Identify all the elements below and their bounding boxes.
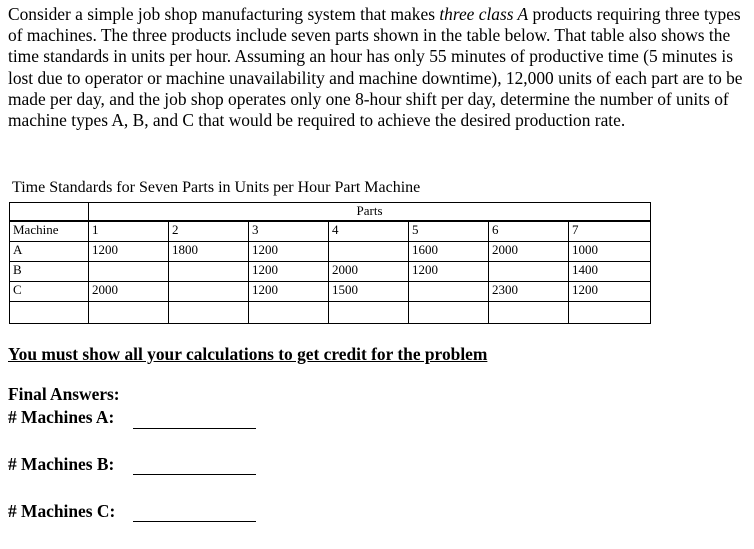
table-cell: 1200 <box>249 282 329 302</box>
table-cell <box>249 302 329 324</box>
table-row-machine-c <box>10 282 651 302</box>
table-cell: 1600 <box>409 242 489 262</box>
table-row-machine-b <box>10 262 651 282</box>
parts-header: Parts <box>89 203 651 222</box>
table-cell: 1500 <box>329 282 409 302</box>
problem-text-part-1: Consider a simple job shop manufacturing system that makes <box>8 4 440 24</box>
machines-c-label: # Machines C: <box>8 501 116 521</box>
table-corner-cell <box>10 203 89 222</box>
part-number: 6 <box>489 221 569 242</box>
table-cell <box>489 302 569 324</box>
table-cell: 2000 <box>329 262 409 282</box>
problem-statement <box>8 4 750 131</box>
table-cell: 2300 <box>489 282 569 302</box>
table-cell: 1200 <box>249 262 329 282</box>
table-cell <box>569 302 651 324</box>
table-row-blank <box>10 302 651 324</box>
problem-text-part-2: products requiring three types of machines. The three products include seven parts shown in the table below. That table also shows the time standards in units per hour. Assuming an hour has only 55 minutes of productive time (5 minutes is lost due to operator or machine unavailability and machine downtime), 12,000 units of each part are to be made per day, and the job shop operates only one 8-hour shift per day, determine the number of units of machine types A, B, and C that would be required to achieve the desired production rate. <box>8 4 743 131</box>
table-cell <box>169 262 249 282</box>
table-cell <box>89 262 169 282</box>
machine-header: Machine <box>10 221 89 242</box>
table-cell <box>409 282 489 302</box>
table-cell <box>489 262 569 282</box>
part-number: 4 <box>329 221 409 242</box>
table-cell <box>329 302 409 324</box>
table-cell <box>329 242 409 262</box>
machines-b-answer-blank[interactable] <box>133 474 256 475</box>
table-cell: 1800 <box>169 242 249 262</box>
part-number: 5 <box>409 221 489 242</box>
table-cell: 1200 <box>249 242 329 262</box>
problem-text-emphasis: three class A <box>439 4 529 24</box>
table-row-machine-a <box>10 242 651 262</box>
table-cell <box>169 302 249 324</box>
time-standards-table <box>9 202 651 324</box>
table-cell: 1200 <box>569 282 651 302</box>
final-answers-title: Final Answers: <box>8 384 120 404</box>
machine-label: B <box>10 262 89 282</box>
part-number: 3 <box>249 221 329 242</box>
table-cell: 1000 <box>569 242 651 262</box>
table-cell <box>10 302 89 324</box>
calculation-notice: You must show all your calculations to get credit for the problem <box>8 344 488 364</box>
part-number: 2 <box>169 221 249 242</box>
machine-label: A <box>10 242 89 262</box>
machines-a-label: # Machines A: <box>8 407 115 427</box>
table-header-row-part-numbers <box>10 221 651 242</box>
table-cell: 2000 <box>89 282 169 302</box>
machines-b-label: # Machines B: <box>8 454 115 474</box>
table-caption: Time Standards for Seven Parts in Units per Hour Part Machine <box>12 179 421 196</box>
table-cell: 1200 <box>409 262 489 282</box>
machines-c-answer-blank[interactable] <box>133 521 256 522</box>
machines-a-answer-blank[interactable] <box>133 428 256 429</box>
part-number: 1 <box>89 221 169 242</box>
table-cell <box>169 282 249 302</box>
table-cell: 1400 <box>569 262 651 282</box>
table-cell: 2000 <box>489 242 569 262</box>
table-cell <box>89 302 169 324</box>
part-number: 7 <box>569 221 651 242</box>
table-cell <box>409 302 489 324</box>
table-cell: 1200 <box>89 242 169 262</box>
table-header-row-parts <box>10 203 651 222</box>
machine-label: C <box>10 282 89 302</box>
